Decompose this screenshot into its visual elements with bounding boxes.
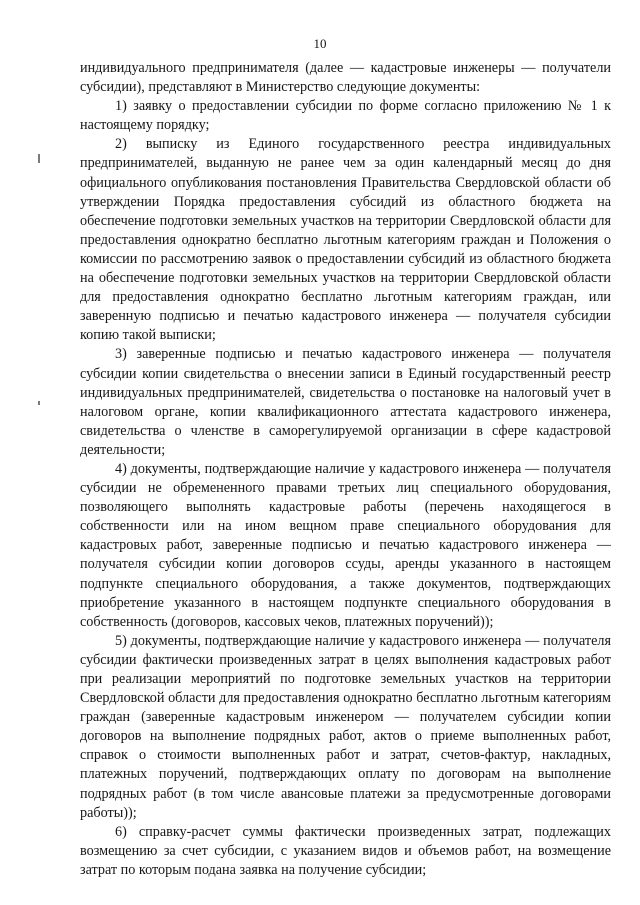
paragraph-item-4: 4) документы, подтверждающие наличие у кадастрового инженера — получателя субсидии не обремененного правами третьих лиц специального оборудования, позволяющего выполнять кадастровые работы (перечень находящегося в собственности или на ином вещном праве специального оборудования для кадастровых работ, заверенные подписью и печатью кадастрового инженера — получателя субсидии копии договоров ссуды, аренды указанного в настоящем подпункте специального оборудования, а также документов, подтверждающих приобретение указанного в настоящем подпункте специального оборудования в собственность (договоров, кассовых чеков, платежных поручений)); [80,460,611,630]
paragraph-item-2: 2) выписку из Единого государственного реестра индивидуальных предпринимателей, выданную не ранее чем за один календарный месяц до дня официального опубликования постановления Правительства Свердловской области об утверждении Порядка предоставления субсидий из областного бюджета на обеспечение подготовки земельных участков на территории Свердловской области для предоставления однократно бесплатно льготным категориям граждан и Положения о комиссии по рассмотрению заявок о предоставлении субсидий из областного бюджета на обеспечение подготовки земельных участков на территории Свердловской области для предоставления однократно бесплатно льготным категориям граждан, или заверенную подписью и печатью кадастрового инженера — получателя субсидии копию такой выписки; [80,136,611,344]
document-body [80,59,611,880]
page-number: 10 [313,36,327,51]
paragraph-item-3: 3) заверенные подписью и печатью кадастрового инженера — получателя субсидии копии свидетельства о внесении записи в Единый государственный реестр индивидуальных предпринимателей, свидетельства о постановке на налоговый учет в налоговом органе, копии квалификационного аттестата кадастрового инженера, свидетельства о членстве в саморегулируемой организации в сфере кадастровой деятельности; [80,346,611,458]
paragraph-item-1: 1) заявку о предоставлении субсидии по форме согласно приложению № 1 к настоящему порядку; [80,98,611,134]
paragraph-item-6: 6) справку-расчет суммы фактически произведенных затрат, подлежащих возмещению за счет субсидии, с указанием видов и объемов работ, на возмещение затрат по которым подана заявка на получение субсидии; [80,823,611,878]
paragraph-item-5: 5) документы, подтверждающие наличие у кадастрового инженера — получателя субсидии фактически произведенных затрат в целях выполнения кадастровых работ при реализации мероприятий по подготовке земельных участков на территории Свердловской области для предоставления однократно бесплатно льготным категориям граждан (заверенные кадастровым инженером — получателем субсидии копии договоров на выполнение подрядных работ, актов о приеме выполненных работ, справок о стоимости выполненных работ и затрат, счетов-фактур, накладных, платежных поручений, подтверждающих оплату по договорам на выполнение подрядных работ (в том числе авансовые платежи за предусмотренные договорами работы)); [80,632,611,821]
paragraph-intro: индивидуального предпринимателя (далее — кадастровые инженеры — получатели субсидии), представляют в Министерство следующие документы: [80,60,611,96]
scan-artifact-mark [38,401,40,405]
scan-artifact-mark [38,154,40,163]
